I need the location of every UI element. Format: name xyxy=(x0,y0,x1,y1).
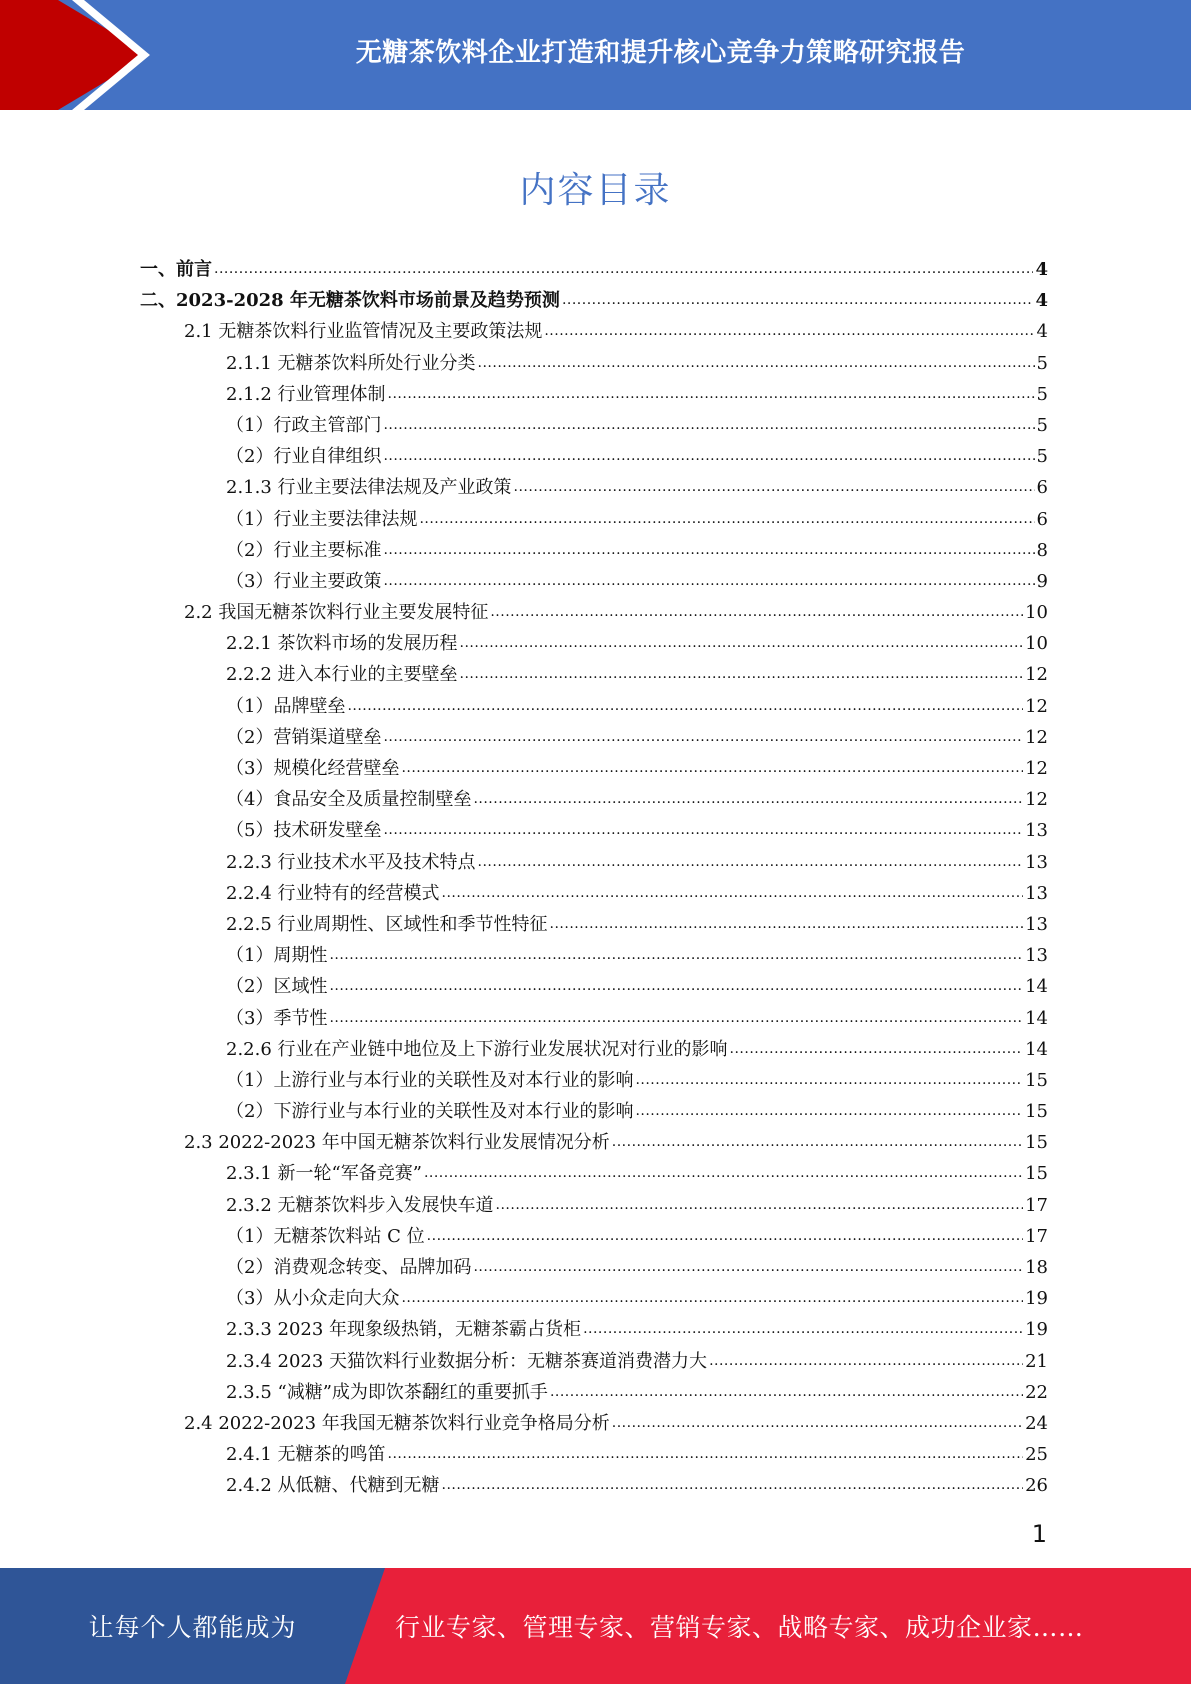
toc-entry-page: 19 xyxy=(1025,1288,1048,1310)
toc-dot-leader xyxy=(383,720,1023,753)
toc-entry[interactable] xyxy=(140,909,1048,940)
toc-entry-page: 21 xyxy=(1025,1350,1048,1372)
toc-entry-text: 2.1 无糖茶饮料行业监管情况及主要政策法规 xyxy=(184,321,543,343)
toc-dot-leader xyxy=(329,1001,1023,1034)
toc-entry-page: 15 xyxy=(1025,1163,1048,1185)
page-number: 1 xyxy=(1031,1520,1047,1548)
toc-entry-page: 13 xyxy=(1025,820,1048,842)
toc-entry-page: 10 xyxy=(1025,602,1048,624)
toc-entry[interactable] xyxy=(140,348,1048,379)
toc-entry-text: 2.2.5 行业周期性、区域性和季节性特征 xyxy=(226,913,548,935)
toc-entry-page: 24 xyxy=(1025,1412,1048,1434)
toc-dot-leader xyxy=(612,1406,1023,1439)
toc-entry-text: 2.1.1 无糖茶饮料所处行业分类 xyxy=(226,352,476,374)
toc-dot-leader xyxy=(401,1281,1023,1314)
toc-entry-text: （1）品牌壁垒 xyxy=(226,695,346,717)
toc-entry-text: （3）从小众走向大众 xyxy=(226,1288,400,1310)
toc-dot-leader xyxy=(514,470,1035,503)
toc-entry-page: 13 xyxy=(1025,913,1048,935)
toc-entry-page: 19 xyxy=(1025,1319,1048,1341)
toc-title: 内容目录 xyxy=(519,170,672,211)
toc-entry-text: （2）区域性 xyxy=(226,976,328,998)
toc-entry-page: 14 xyxy=(1025,1007,1048,1029)
toc-entry-text: 2.3 2022-2023 年中国无糖茶饮料行业发展情况分析 xyxy=(184,1132,610,1154)
toc-entry-page: 12 xyxy=(1025,664,1048,686)
toc-dot-leader xyxy=(329,938,1023,971)
toc-dot-leader xyxy=(214,252,1033,285)
toc-dot-leader xyxy=(635,1063,1023,1096)
toc-entry-page: 15 xyxy=(1025,1069,1048,1091)
footer-slogan-left: 让每个人都能成为 xyxy=(88,1613,297,1642)
toc-dot-leader xyxy=(730,1032,1024,1065)
toc-entry[interactable] xyxy=(140,1190,1048,1221)
toc-entry-text: 2.4.2 从低糖、代糖到无糖 xyxy=(226,1475,440,1497)
toc-entry-text: （1）行政主管部门 xyxy=(226,414,382,436)
toc-entry[interactable] xyxy=(140,1158,1048,1189)
toc-dot-leader xyxy=(550,1375,1023,1408)
toc-entry[interactable] xyxy=(140,597,1048,628)
toc-entry-text: 2.4 2022-2023 年我国无糖茶饮料行业竞争格局分析 xyxy=(184,1412,610,1434)
toc-entry-text: （1）无糖茶饮料站 C 位 xyxy=(226,1225,425,1247)
toc-entry[interactable] xyxy=(140,504,1048,535)
toc-dot-leader xyxy=(347,689,1023,722)
toc-entry[interactable] xyxy=(140,815,1048,846)
toc-dot-leader xyxy=(419,502,1034,535)
toc-entry-text: 2.3.3 2023 年现象级热销，无糖茶霸占货柜 xyxy=(226,1319,582,1341)
toc-dot-leader xyxy=(460,626,1024,659)
header-title: 无糖茶饮料企业打造和提升核心竞争力策略研究报告 xyxy=(355,37,966,68)
toc-entry-text: （3）季节性 xyxy=(226,1007,328,1029)
toc-entry[interactable] xyxy=(140,971,1048,1002)
toc-entry-text: 2.2 我国无糖茶饮料行业主要发展特征 xyxy=(184,602,489,624)
toc-entry[interactable] xyxy=(140,1283,1048,1314)
toc-entry[interactable] xyxy=(140,1127,1048,1158)
toc-entry[interactable] xyxy=(140,940,1048,971)
toc-entry[interactable] xyxy=(140,659,1048,690)
toc-dot-leader xyxy=(388,1437,1024,1470)
toc-entry[interactable] xyxy=(140,379,1048,410)
toc-dot-leader xyxy=(478,346,1035,379)
toc-dot-leader xyxy=(544,314,1034,347)
toc-entry-text: 2.3.2 无糖茶饮料步入发展快车道 xyxy=(226,1194,494,1216)
toc-dot-leader xyxy=(424,1156,1023,1189)
toc-entry[interactable] xyxy=(140,1034,1048,1065)
toc-entry-page: 6 xyxy=(1036,477,1048,499)
toc-dot-leader xyxy=(583,1312,1023,1345)
toc-entry-text: （4）食品安全及质量控制壁垒 xyxy=(226,789,472,811)
toc-entry-page: 6 xyxy=(1036,508,1048,530)
toc-entry-text: （1）行业主要法律法规 xyxy=(226,508,418,530)
toc-entry-text: （2）消费观念转变、品牌加码 xyxy=(226,1257,472,1278)
toc-entry-page: 17 xyxy=(1025,1225,1048,1247)
toc-entry[interactable] xyxy=(140,1314,1048,1345)
toc-entry[interactable] xyxy=(140,410,1048,441)
toc-entry-page: 12 xyxy=(1025,726,1048,748)
toc-entry-page: 5 xyxy=(1036,414,1048,436)
toc-entry-text: （2）营销渠道壁垒 xyxy=(226,726,382,748)
toc-dot-leader xyxy=(388,377,1035,410)
toc-entry[interactable] xyxy=(140,722,1048,753)
toc-dot-leader xyxy=(562,283,1034,316)
toc-entry-page: 13 xyxy=(1025,851,1048,873)
toc-dot-leader xyxy=(490,595,1023,628)
toc-entry-text: 2.3.4 2023 天猫饮料行业数据分析：无糖茶赛道消费潜力大 xyxy=(226,1350,708,1372)
toc-entry-text: 2.2.6 行业在产业链中地位及上下游行业发展状况对行业的影响 xyxy=(226,1038,728,1060)
toc-entry-text: 2.2.4 行业特有的经营模式 xyxy=(226,882,440,904)
toc-entry-page: 5 xyxy=(1036,446,1048,468)
toc-entry[interactable] xyxy=(140,878,1048,909)
toc-entry-text: （2）行业自律组织 xyxy=(226,446,382,468)
toc-dot-leader xyxy=(401,751,1023,784)
toc-entry-page: 15 xyxy=(1025,1101,1048,1123)
toc-entry[interactable] xyxy=(140,535,1048,566)
page-header xyxy=(0,0,1191,110)
toc-dot-leader xyxy=(442,1468,1024,1501)
toc-entry-text: 二、2023-2028 年无糖茶饮料市场前景及趋势预测 xyxy=(140,290,560,312)
toc-entry-page: 5 xyxy=(1036,383,1048,405)
toc-entry-page: 15 xyxy=(1025,1132,1048,1154)
toc-entry-text: （1）周期性 xyxy=(226,945,328,967)
toc-entry-page: 18 xyxy=(1025,1257,1048,1278)
toc-entry-text: （5）技术研发壁垒 xyxy=(226,820,382,842)
toc-entry-page: 13 xyxy=(1025,882,1048,904)
toc-entry[interactable] xyxy=(140,1408,1048,1439)
toc-entry[interactable] xyxy=(140,285,1048,316)
toc-entry[interactable] xyxy=(140,441,1048,472)
toc-entry[interactable] xyxy=(140,472,1048,503)
toc-entry-page: 25 xyxy=(1025,1444,1048,1466)
toc-entry[interactable] xyxy=(140,691,1048,722)
toc-dot-leader xyxy=(473,782,1023,815)
toc-entry-text: 一、前言 xyxy=(140,259,212,280)
toc-entry-page: 8 xyxy=(1036,539,1048,561)
toc-entry[interactable] xyxy=(140,847,1048,878)
toc-entry-page: 12 xyxy=(1025,695,1048,717)
toc-entry-page: 12 xyxy=(1025,758,1048,779)
toc-dot-leader xyxy=(427,1219,1023,1252)
toc-entry[interactable] xyxy=(140,753,1048,784)
header-arrow-decoration xyxy=(0,0,160,110)
toc-entry[interactable] xyxy=(140,1439,1048,1470)
toc-entry-text: 2.2.1 茶饮料市场的发展历程 xyxy=(226,633,458,655)
toc-entry-text: （2）行业主要标准 xyxy=(226,539,382,561)
toc-dot-leader xyxy=(709,1344,1023,1377)
toc-entry[interactable] xyxy=(140,1346,1048,1377)
toc-entry[interactable] xyxy=(140,1096,1048,1127)
toc-dot-leader xyxy=(383,408,1034,441)
toc-entry-text: 2.3.1 新一轮“军备竞赛” xyxy=(226,1163,422,1185)
toc-entry-text: 2.1.2 行业管理体制 xyxy=(226,383,386,405)
toc-entry-text: （3）行业主要政策 xyxy=(226,570,382,592)
toc-entry-text: 2.2.3 行业技术水平及技术特点 xyxy=(226,851,476,873)
toc-entry[interactable] xyxy=(140,1003,1048,1034)
toc-dot-leader xyxy=(383,439,1034,472)
toc-entry-text: 2.3.5 “减糖”成为即饮茶翻红的重要抓手 xyxy=(226,1381,548,1403)
toc-entry-text: （2）下游行业与本行业的关联性及对本行业的影响 xyxy=(226,1101,634,1123)
toc-entry[interactable] xyxy=(140,316,1048,347)
toc-entry-page: 14 xyxy=(1025,1038,1048,1060)
toc-entry-page: 4 xyxy=(1035,290,1048,312)
toc-dot-leader xyxy=(478,845,1024,878)
toc-dot-leader xyxy=(442,876,1024,909)
toc-dot-leader xyxy=(383,533,1034,566)
toc-entry-text: （3）规模化经营壁垒 xyxy=(226,758,400,779)
toc-entry-page: 26 xyxy=(1025,1475,1048,1497)
toc-entry[interactable] xyxy=(140,784,1048,815)
toc-entry-page: 9 xyxy=(1036,570,1048,592)
toc-dot-leader xyxy=(383,564,1034,597)
toc-entry[interactable] xyxy=(140,628,1048,659)
toc-entry-page: 22 xyxy=(1025,1381,1048,1403)
page-footer xyxy=(0,1568,1191,1684)
toc-entry[interactable] xyxy=(140,1221,1048,1252)
toc-entry-page: 12 xyxy=(1025,789,1048,811)
toc-dot-leader xyxy=(473,1250,1023,1283)
toc-dot-leader xyxy=(635,1094,1023,1127)
toc-entry-text: 2.4.1 无糖茶的鸣笛 xyxy=(226,1444,386,1466)
toc-entry-text: （1）上游行业与本行业的关联性及对本行业的影响 xyxy=(226,1069,634,1091)
toc-entry-page: 5 xyxy=(1036,352,1048,374)
toc-entry-text: 2.2.2 进入本行业的主要壁垒 xyxy=(226,664,458,686)
toc-dot-leader xyxy=(329,969,1023,1002)
toc-dot-leader xyxy=(460,657,1024,690)
toc-entry[interactable] xyxy=(140,1065,1048,1096)
toc-entry-page: 17 xyxy=(1025,1194,1048,1216)
toc-dot-leader xyxy=(550,907,1024,940)
toc-entry[interactable] xyxy=(140,1377,1048,1408)
toc-entry-page: 4 xyxy=(1035,259,1048,280)
toc-entry[interactable] xyxy=(140,1252,1048,1283)
toc-entry-page: 14 xyxy=(1025,976,1048,998)
toc-entry-text: 2.1.3 行业主要法律法规及产业政策 xyxy=(226,477,512,499)
toc-entry-page: 13 xyxy=(1025,945,1048,967)
toc-entry[interactable] xyxy=(140,1470,1048,1501)
toc-entry-page: 10 xyxy=(1025,633,1048,655)
toc-dot-leader xyxy=(612,1125,1023,1158)
toc-entry-page: 4 xyxy=(1036,321,1048,343)
toc-entry[interactable] xyxy=(140,254,1048,285)
toc-entry[interactable] xyxy=(140,566,1048,597)
toc-dot-leader xyxy=(496,1188,1024,1221)
footer-slogan-right: 行业专家、管理专家、营销专家、战略专家、成功企业家…… xyxy=(395,1613,1084,1642)
table-of-contents xyxy=(140,254,1048,1502)
toc-dot-leader xyxy=(383,813,1023,846)
